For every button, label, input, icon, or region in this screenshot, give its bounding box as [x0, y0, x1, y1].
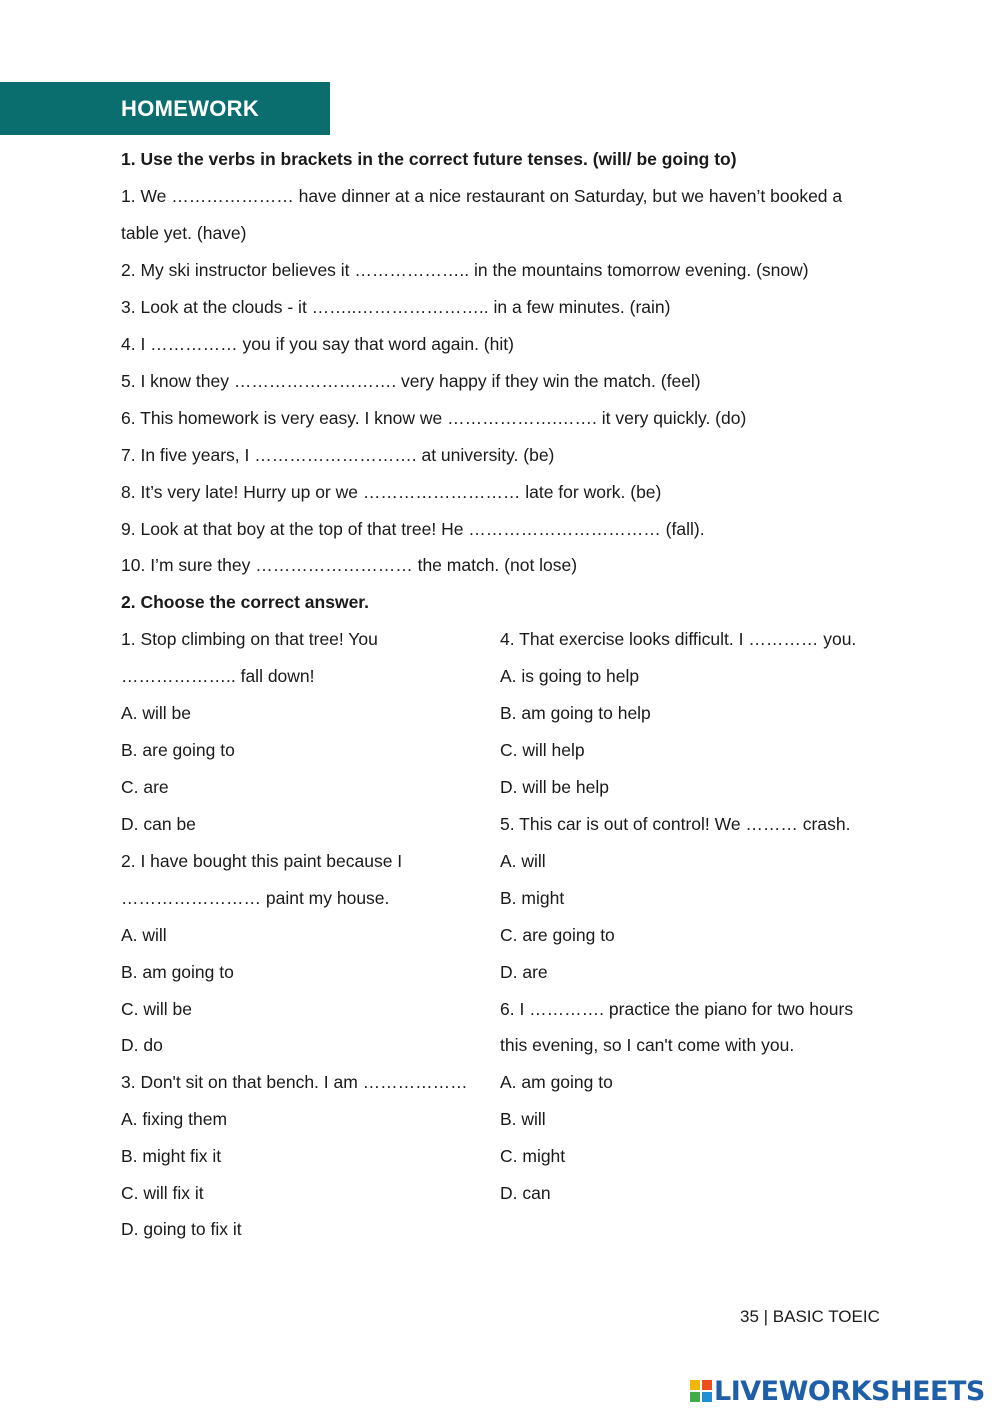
question-line-right: this evening, so I can't come with you. — [500, 1035, 795, 1055]
page-title: HOMEWORK — [121, 96, 260, 121]
question-line-right: 4. That exercise looks difficult. I ………… you. — [500, 629, 857, 649]
section2-heading: 2. Choose the correct answer. — [121, 592, 370, 612]
exercise-line: 6. This homework is very easy. I know we ……………….……. it very quickly. (do) — [121, 408, 747, 428]
answer-option-left: A. will — [121, 925, 167, 945]
exercise-line: 7. In five years, I ………………………. at university. (be) — [121, 445, 555, 465]
exercise-line: 10. I’m sure they ……………………… the match. (not lose) — [121, 555, 578, 575]
answer-option-left: C. will fix it — [121, 1183, 204, 1203]
answer-option-left: D. going to fix it — [121, 1219, 242, 1239]
question-line-left: 3. Don't sit on that bench. I am ……………… — [121, 1072, 468, 1092]
brand-name: LIVEWORKSHEETS — [714, 1375, 985, 1407]
answer-option-left: B. might fix it — [121, 1146, 222, 1166]
question-line-right: 5. This car is out of control! We ……… crash. — [500, 814, 851, 834]
answer-option-left: D. can be — [121, 814, 196, 834]
answer-option-right: D. are — [500, 962, 548, 982]
exercise-line: 5. I know they ………………………. very happy if they win the match. (feel) — [121, 371, 701, 391]
question-line-left: ……………….. fall down! — [121, 666, 315, 686]
question-line-left: 2. I have bought this paint because I — [121, 851, 403, 871]
answer-option-right: C. are going to — [500, 925, 615, 945]
question-line-left: …………………… paint my house. — [121, 888, 390, 908]
answer-option-right: A. is going to help — [500, 666, 640, 686]
answer-option-left: B. are going to — [121, 740, 235, 760]
answer-option-right: D. will be help — [500, 777, 609, 797]
exercise-line: table yet. (have) — [121, 223, 247, 243]
answer-option-left: A. will be — [121, 703, 192, 723]
answer-option-left: C. will be — [121, 999, 192, 1019]
exercise-line: 8. It’s very late! Hurry up or we ……………………… late for work. (be) — [121, 482, 662, 502]
page-number: 35 | BASIC TOEIC — [740, 1307, 880, 1326]
answer-option-right: C. might — [500, 1146, 566, 1166]
exercise-line: 9. Look at that boy at the top of that tree! He …………………………… (fall). — [121, 519, 705, 539]
answer-option-left: B. am going to — [121, 962, 234, 982]
answer-option-right: A. will — [500, 851, 546, 871]
liveworksheets-logo — [690, 1374, 985, 1408]
exercise-line: 1. We ………………… have dinner at a nice restaurant on Saturday, but we haven’t booked a — [121, 186, 843, 206]
answer-option-left: D. do — [121, 1035, 163, 1055]
exercise-line: 3. Look at the clouds - it ……..………………….. in a few minutes. (rain) — [121, 297, 671, 317]
answer-option-right: B. will — [500, 1109, 546, 1129]
grid-logo-icon — [690, 1380, 712, 1402]
answer-option-right: B. might — [500, 888, 565, 908]
answer-option-right: B. am going to help — [500, 703, 651, 723]
question-line-right: 6. I …………. practice the piano for two hours — [500, 999, 854, 1019]
section1-heading: 1. Use the verbs in brackets in the correct future tenses. (will/ be going to) — [121, 149, 737, 169]
answer-option-right: A. am going to — [500, 1072, 613, 1092]
answer-option-right: D. can — [500, 1183, 551, 1203]
answer-option-left: A. fixing them — [121, 1109, 228, 1129]
answer-option-left: C. are — [121, 777, 169, 797]
exercise-line: 4. I …………… you if you say that word again. (hit) — [121, 334, 514, 354]
answer-option-right: C. will help — [500, 740, 585, 760]
question-line-left: 1. Stop climbing on that tree! You — [121, 629, 378, 649]
exercise-line: 2. My ski instructor believes it ……………….. in the mountains tomorrow evening. (snow) — [121, 260, 809, 280]
